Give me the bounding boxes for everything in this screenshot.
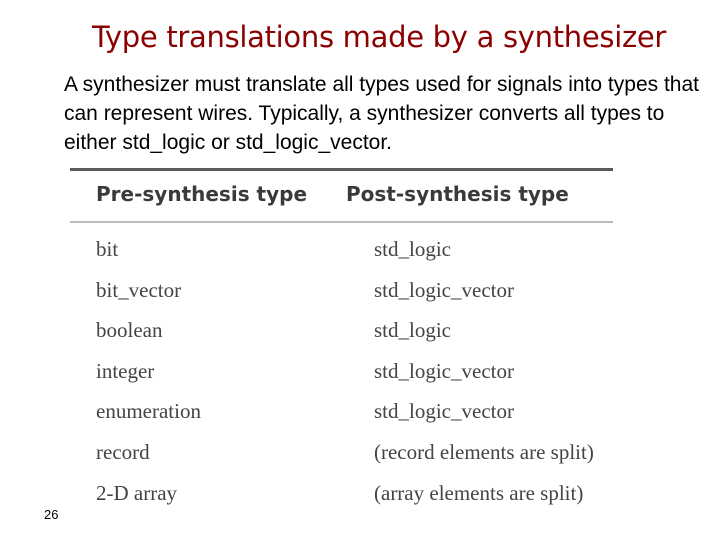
post-synthesis-cell: std_logic_vector bbox=[374, 358, 514, 383]
post-synthesis-cell: (record elements are split) bbox=[374, 439, 594, 464]
header-pre-synthesis: Pre-synthesis type bbox=[96, 182, 308, 206]
intro-text: A synthesizer must translate all types used for signals into types that can represent wires. Typically, a synthesizer converts all types to either std_logic or std_logic_vector. bbox=[64, 73, 699, 154]
post-synthesis-cell: std_logic_vector bbox=[374, 277, 514, 302]
pre-synthesis-cell: boolean bbox=[96, 318, 163, 343]
table-body bbox=[70, 223, 613, 517]
post-synthesis-cell: (array elements are split) bbox=[374, 480, 584, 505]
table-header-row bbox=[70, 171, 613, 221]
table-row bbox=[70, 233, 613, 274]
pre-synthesis-cell: 2-D array bbox=[96, 480, 178, 505]
slide-title: Type translations made by a synthesizer bbox=[92, 20, 667, 54]
header-post-synthesis: Post-synthesis type bbox=[346, 182, 569, 206]
pre-synthesis-cell: record bbox=[96, 439, 150, 464]
table-row bbox=[70, 314, 613, 355]
type-translation-table bbox=[70, 168, 613, 517]
page-number: 26 bbox=[44, 507, 59, 522]
post-synthesis-cell: std_logic bbox=[374, 318, 451, 343]
table-row bbox=[70, 274, 613, 315]
pre-synthesis-cell: enumeration bbox=[96, 399, 201, 424]
post-synthesis-cell: std_logic_vector bbox=[374, 399, 514, 424]
table-row bbox=[70, 477, 613, 518]
pre-synthesis-cell: bit bbox=[96, 237, 119, 261]
table-row bbox=[70, 355, 613, 396]
table-row bbox=[70, 395, 613, 436]
table-row bbox=[70, 436, 613, 477]
pre-synthesis-cell: bit_vector bbox=[96, 277, 182, 302]
pre-synthesis-cell: integer bbox=[96, 358, 155, 383]
post-synthesis-cell: std_logic bbox=[374, 237, 451, 261]
